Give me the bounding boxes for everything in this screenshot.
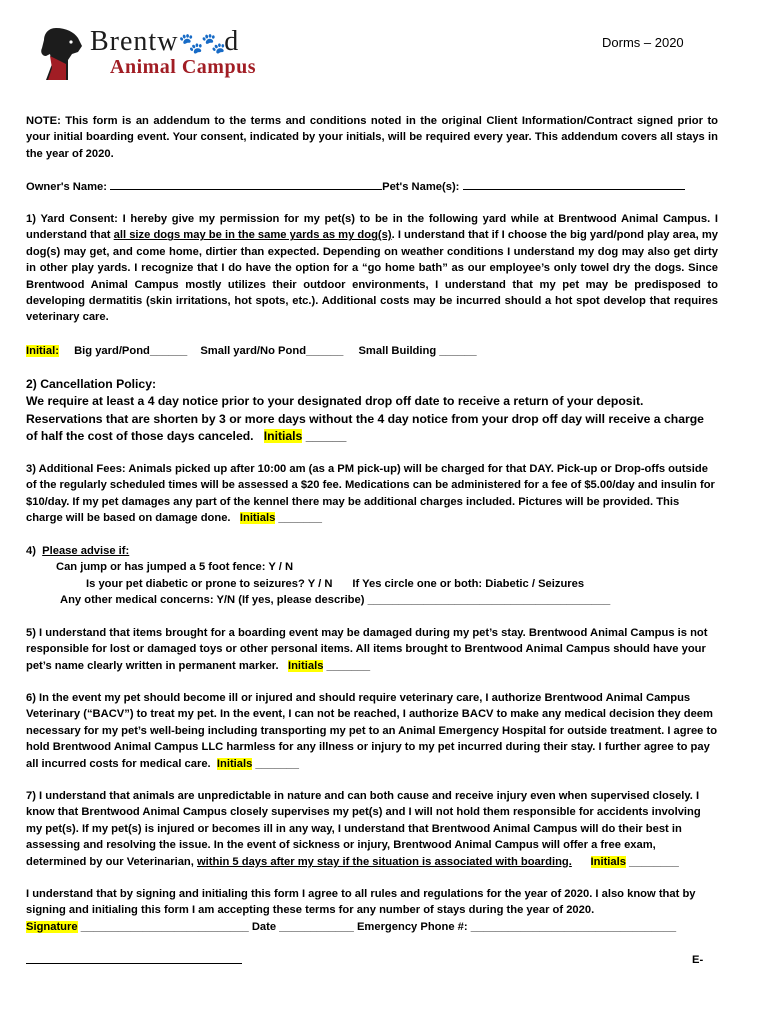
owner-name-label: Owner's Name: xyxy=(26,181,108,193)
medical-concerns-question[interactable]: Any other medical concerns: Y/N (If yes, please describe) _______________________________________ xyxy=(60,594,611,607)
signature-label: Signature xyxy=(26,920,78,933)
brand-name-bottom: Animal Campus xyxy=(110,56,256,78)
cancellation-text: We require at least a 4 day notice prior to your designated drop off date to receive a return of your deposit. Reservations that are shorten by 3 or more days without the 4 day notice from your drop off day will receive a charge of half the cost of those days canceled. xyxy=(26,394,704,444)
email-field[interactable] xyxy=(26,963,242,964)
email-prefix-label: E- xyxy=(692,954,704,966)
yard-initial-line xyxy=(26,343,718,359)
owner-name-field[interactable] xyxy=(110,179,382,190)
fees-paragraph xyxy=(26,461,718,527)
fees-initials-label: Initials xyxy=(239,512,276,525)
unpredictable-initials-field[interactable]: ________ xyxy=(625,855,679,868)
vet-paragraph xyxy=(26,690,718,772)
brand-name-top: Brentw🐾🐾d xyxy=(90,26,240,57)
fees-text: 3) Additional Fees: Animals picked up after 10:00 am (as a PM pick-up) will be charged for that DAY. Pick-up or Drop-offs outside of the regularly scheduled times will be assessed a $20 fee. Medications can be administered for a fee of $5.00/day and insulin for $10/day. If my pet damages any part of the kennel there may be additional charges included. Pictures will be provided. This charge will be based on damage done. xyxy=(26,463,715,525)
yard-consent-text: 1) Yard Consent: I hereby give my permission for my pet(s) to be in the following yard while at Brentwood Animal Campus. I understand that xyxy=(26,213,718,242)
items-initials-label: Initials xyxy=(287,659,324,672)
unpredictable-paragraph xyxy=(26,788,718,870)
agreement-paragraph xyxy=(26,886,718,935)
vet-text: 6) In the event my pet should become ill or injured and should require veterinary care, I authorize Brentwood Animal Campus Veterinary (“BACV”) to treat my pet. In the event, I can not be reached, I authorize BACV to make any medical decision they deem necessary for my pet’s well-being including transporting my pet to an Animal Emergency Hospital for outside treatment. I agree to hold Brentwood Animal Campus LLC harmless for any illness or injury to my pet incurred during their stay. I further agree to pay all incurred costs for medical care. xyxy=(26,692,718,770)
paw-prints-icon: 🐾🐾 xyxy=(178,33,225,55)
signature-date-phone-fields[interactable]: ___________________________ Date ____________ Emergency Phone #: _________________________________ xyxy=(77,920,677,933)
unpredictable-underlined: within 5 days after my stay if the situation is associated with boarding. xyxy=(196,855,572,868)
fence-question[interactable]: Can jump or has jumped a 5 foot fence: Y / N xyxy=(56,561,294,574)
dog-logo-icon xyxy=(38,24,90,84)
advise-section xyxy=(26,543,718,609)
yard-consent-text-2: . I understand that if I choose the big yard/pond play area, my dog(s) may get, and come home, dirtier than expected. Depending on weather conditions I understand my dog may also get dirty in other play yards. I recognize that I do have the option for a “go home bath” as our employee’s only towel dry the dogs. Since Brentwood Animal Campus mostly utilizes their outdoor environments, I understand that my pet may be predisposed to developing dermatitis (skin irritations, hot spots, etc.). Additional costs may be incurred should a hot spot develop that requires veterinary care. xyxy=(26,229,718,324)
note-paragraph: NOTE: This form is an addendum to the terms and conditions noted in the original Client Information/Contract signed prior to your initial boarding event. Your consent, indicated by your initials, will be required every year. This addendum covers all stays in the year of 2020. xyxy=(26,115,718,160)
unpredictable-initials-label: Initials xyxy=(590,855,626,868)
advise-number: 4) xyxy=(26,545,36,557)
unpredictable-text: 7) I understand that animals are unpredictable in nature and can both cause and receive injury even when supervised closely. I know that Brentwood Animal Campus closely supervises my pet(s) and I will not hold them responsible for accidents involving my pet(s). If my pet(s) is injured or becomes ill in any way, I understand that Brentwood Animal Campus will do their best in assessing and resolving the issue. In the event of sickness or injury, Brentwood Animal Campus will offer a free exam, determined by our Veterinarian, xyxy=(26,790,701,868)
owner-line xyxy=(26,179,718,195)
small-building-option[interactable]: Small Building ______ xyxy=(358,345,477,357)
small-yard-option[interactable]: Small yard/No Pond______ xyxy=(200,345,344,357)
initial-label: Initial: xyxy=(26,345,59,357)
vet-initials-label: Initials xyxy=(216,757,253,770)
document-label: Dorms – 2020 xyxy=(602,35,684,50)
cancellation-section xyxy=(26,376,718,446)
vet-initials-field[interactable]: _______ xyxy=(252,757,299,770)
items-initials-field[interactable]: _______ xyxy=(323,659,371,672)
pets-name-label: Pet's Name(s): xyxy=(382,181,460,193)
yard-consent-underlined: all size dogs may be in the same yards as my dog(s) xyxy=(113,229,392,242)
cancellation-title: 2) Cancellation Policy: xyxy=(26,377,157,391)
big-yard-option[interactable]: Big yard/Pond______ xyxy=(74,345,188,357)
items-paragraph xyxy=(26,625,718,674)
cancellation-initials-label: Initials xyxy=(263,429,303,444)
agreement-text: I understand that by signing and initialing this form I agree to all rules and regulations for the year of 2020. I also know that by signing and initialing this form I am accepting these terms for any number of stays during the year of 2020. xyxy=(26,888,696,917)
items-text: 5) I understand that items brought for a boarding event may be damaged during my pet’s stay. Brentwood Animal Campus is not responsible for lost or damaged toys or other personal items. All items brought to Brentwood Animal Campus should have your pet’s name clearly written in permanent marker. xyxy=(26,627,708,672)
cancellation-initials-field[interactable]: ______ xyxy=(302,429,347,444)
brand-logo xyxy=(38,24,270,86)
yard-consent-paragraph xyxy=(26,211,718,326)
advise-title: Please advise if: xyxy=(42,545,130,557)
fees-initials-field[interactable]: _______ xyxy=(275,512,322,525)
diabetic-question[interactable]: Is your pet diabetic or prone to seizures? Y / N If Yes circle one or both: Diabetic / Seizures xyxy=(86,577,585,590)
pets-name-field[interactable] xyxy=(463,179,685,190)
